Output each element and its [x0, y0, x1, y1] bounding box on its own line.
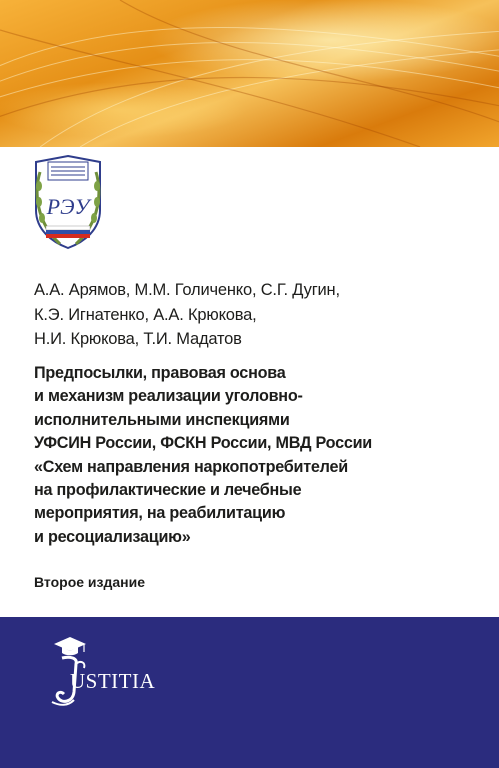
svg-text:РЭУ: РЭУ	[46, 194, 90, 219]
authors-line-2: К.Э. Игнатенко, А.А. Крюкова,	[34, 305, 257, 324]
title-line-4: УФСИН России, ФСКН России, МВД России	[34, 434, 373, 453]
title-line-5: «Схем направления наркопотребителей	[34, 457, 348, 476]
authors-line-3: Н.И. Крюкова, Т.И. Мадатов	[34, 330, 242, 348]
title-line-8: и ресоциализацию»	[34, 527, 191, 546]
title-line-2: и механизм реализации уголовно-	[34, 387, 303, 406]
edition-label: Второе издание	[34, 574, 146, 590]
title-line-6: на профилактические и лечебные	[34, 481, 302, 500]
swirl-pattern	[0, 0, 499, 147]
title-line-1: Предпосылки, правовая основа	[34, 364, 286, 382]
title-line-3: исполнительными инспекциями	[34, 410, 290, 429]
decorative-top-band	[0, 0, 499, 147]
authors-block	[34, 278, 474, 352]
publisher-name: USTITIA	[70, 669, 156, 693]
book-title	[34, 362, 474, 549]
title-line-7: мероприятия, на реабилитацию	[34, 504, 286, 523]
authors-line-1: А.А. Арямов, М.М. Голиченко, С.Г. Дугин,	[34, 281, 340, 299]
university-emblem-icon	[30, 152, 106, 252]
